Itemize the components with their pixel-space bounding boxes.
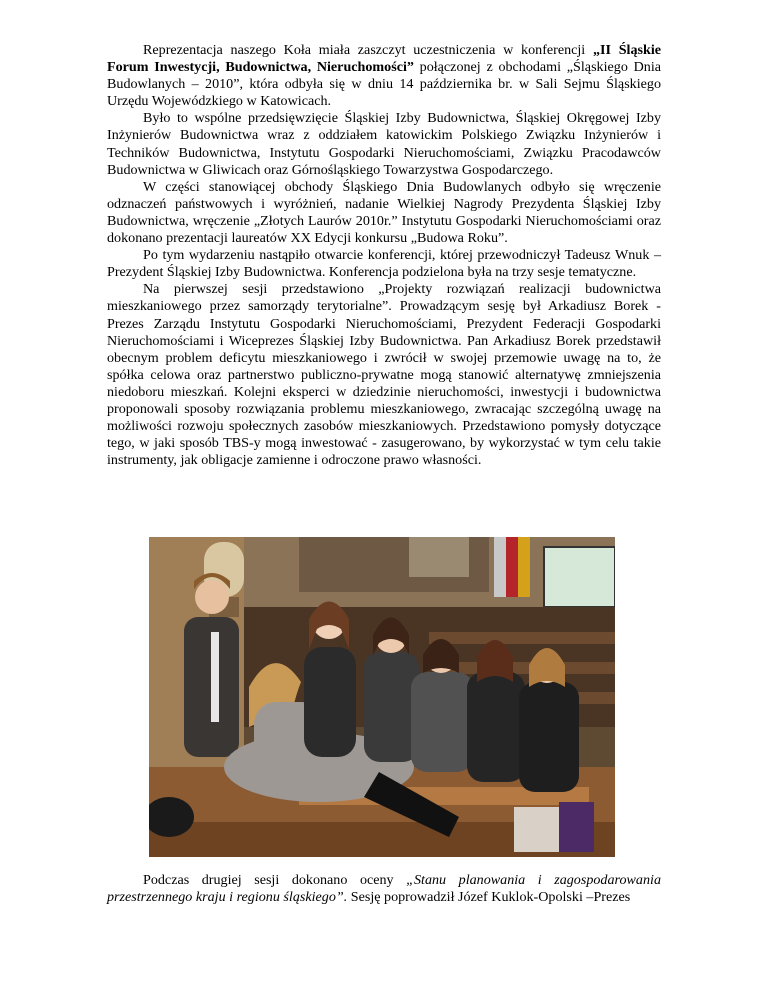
paragraph-3: W części stanowiącej obchody Śląskiego Dnia Budowlanych odbyło się wręczenie odznaczeń państwowych i wyróżnień, nadanie Wielkiej Nagrody Prezydenta Śląskiej Izby Budownictwa, wręczenie „Złotych Laurów 2010r.” Instytutu Gospodarki Nieruchomościami oraz dokonano prezentacji laureatów XX Edycji konkursu „Budowa Roku”. [107, 178, 661, 247]
paragraph-1-rest: połączonej z obchodami „Śląskiego Dnia Budowlanych – 2010”, która odbyła się w dniu 14 października br. w Sali Sejmu Śląskiego Urzędu Wojewódzkiego w Katowicach. [107, 59, 662, 110]
conference-title: „II Śląskie Forum Inwestycji, Budownictwa, Nieruchomości” [107, 42, 661, 76]
paragraph-1 [107, 42, 661, 110]
article-continuation [107, 872, 661, 906]
paragraph-5: Na pierwszej sesji przedstawiono „Projekty rozwiązań realizacji budownictwa mieszkaniowego przez samorządy terytorialne”. Prowadzącym sesję był Arkadiusz Borek - Prezes Zarządu Instytutu Gospodarki Nieruchomościami, Prezydent Federacji Gospodarki Nieruchomościami i Wiceprezes Śląskiej Izby Budownictwa. Pan Arkadiusz Borek przedstawił obecnym problem deficytu mieszkaniowego i zwrócił w swojej przemowie uwagę na to, że spółka celowa oraz partnerstwo publiczno-prywatne mogą stanowić alternatywę zmniejszenia niedoboru mieszkań. Kolejni eksperci w dziedzinie nieruchomości, inwestycji i budownictwa proponowali sposoby rozwiązania problemu mieszkaniowego, zwracając szczególną uwagę na możliwości rozwoju społecznych zasobów mieszkaniowych. Przedstawiono pomysły dotyczące tego, w jaki sposób TBS-y mogą inwestować - zasugerowano, by wykorzystać w tym celu takie instrumenty, jak obligacje zamienne i odroczone prawo własności. [107, 281, 661, 469]
session-title: „Stanu planowania i zagospodarowania przestrzennego kraju i regionu śląskiego”. [107, 872, 661, 906]
paragraph-6-intro: Podczas drugiej sesji dokonano oceny [143, 872, 407, 888]
paragraph-1-intro: Reprezentacja naszego Koła miała zaszczyt uczestniczenia w konferencji [143, 42, 593, 58]
paragraph-2: Było to wspólne przedsięwzięcie Śląskiej Izby Budownictwa, Śląskiej Okręgowej Izby Inżynierów Budownictwa wraz z oddziałem katowickim Polskiego Związku Inżynierów i Techników Budownictwa, Instytutu Gospodarki Nieruchomościami, Związku Pracodawców Budownictwa w Gliwicach oraz Górnośląskiego Towarzystwa Gospodarczego. [107, 110, 661, 178]
paragraph-4: Po tym wydarzeniu nastąpiło otwarcie konferencji, której przewodniczył Tadeusz Wnuk – Prezydent Śląskiej Izby Budownictwa. Konferencja podzielona była na trzy sesje tematyczne. [107, 247, 661, 281]
article-body [107, 42, 661, 469]
paragraph-6 [107, 872, 661, 906]
group-photo-illustration [149, 537, 615, 857]
paragraph-6-rest: Sesję poprowadził Józef Kuklok-Opolski –Prezes [347, 889, 631, 906]
group-photo [149, 537, 615, 857]
